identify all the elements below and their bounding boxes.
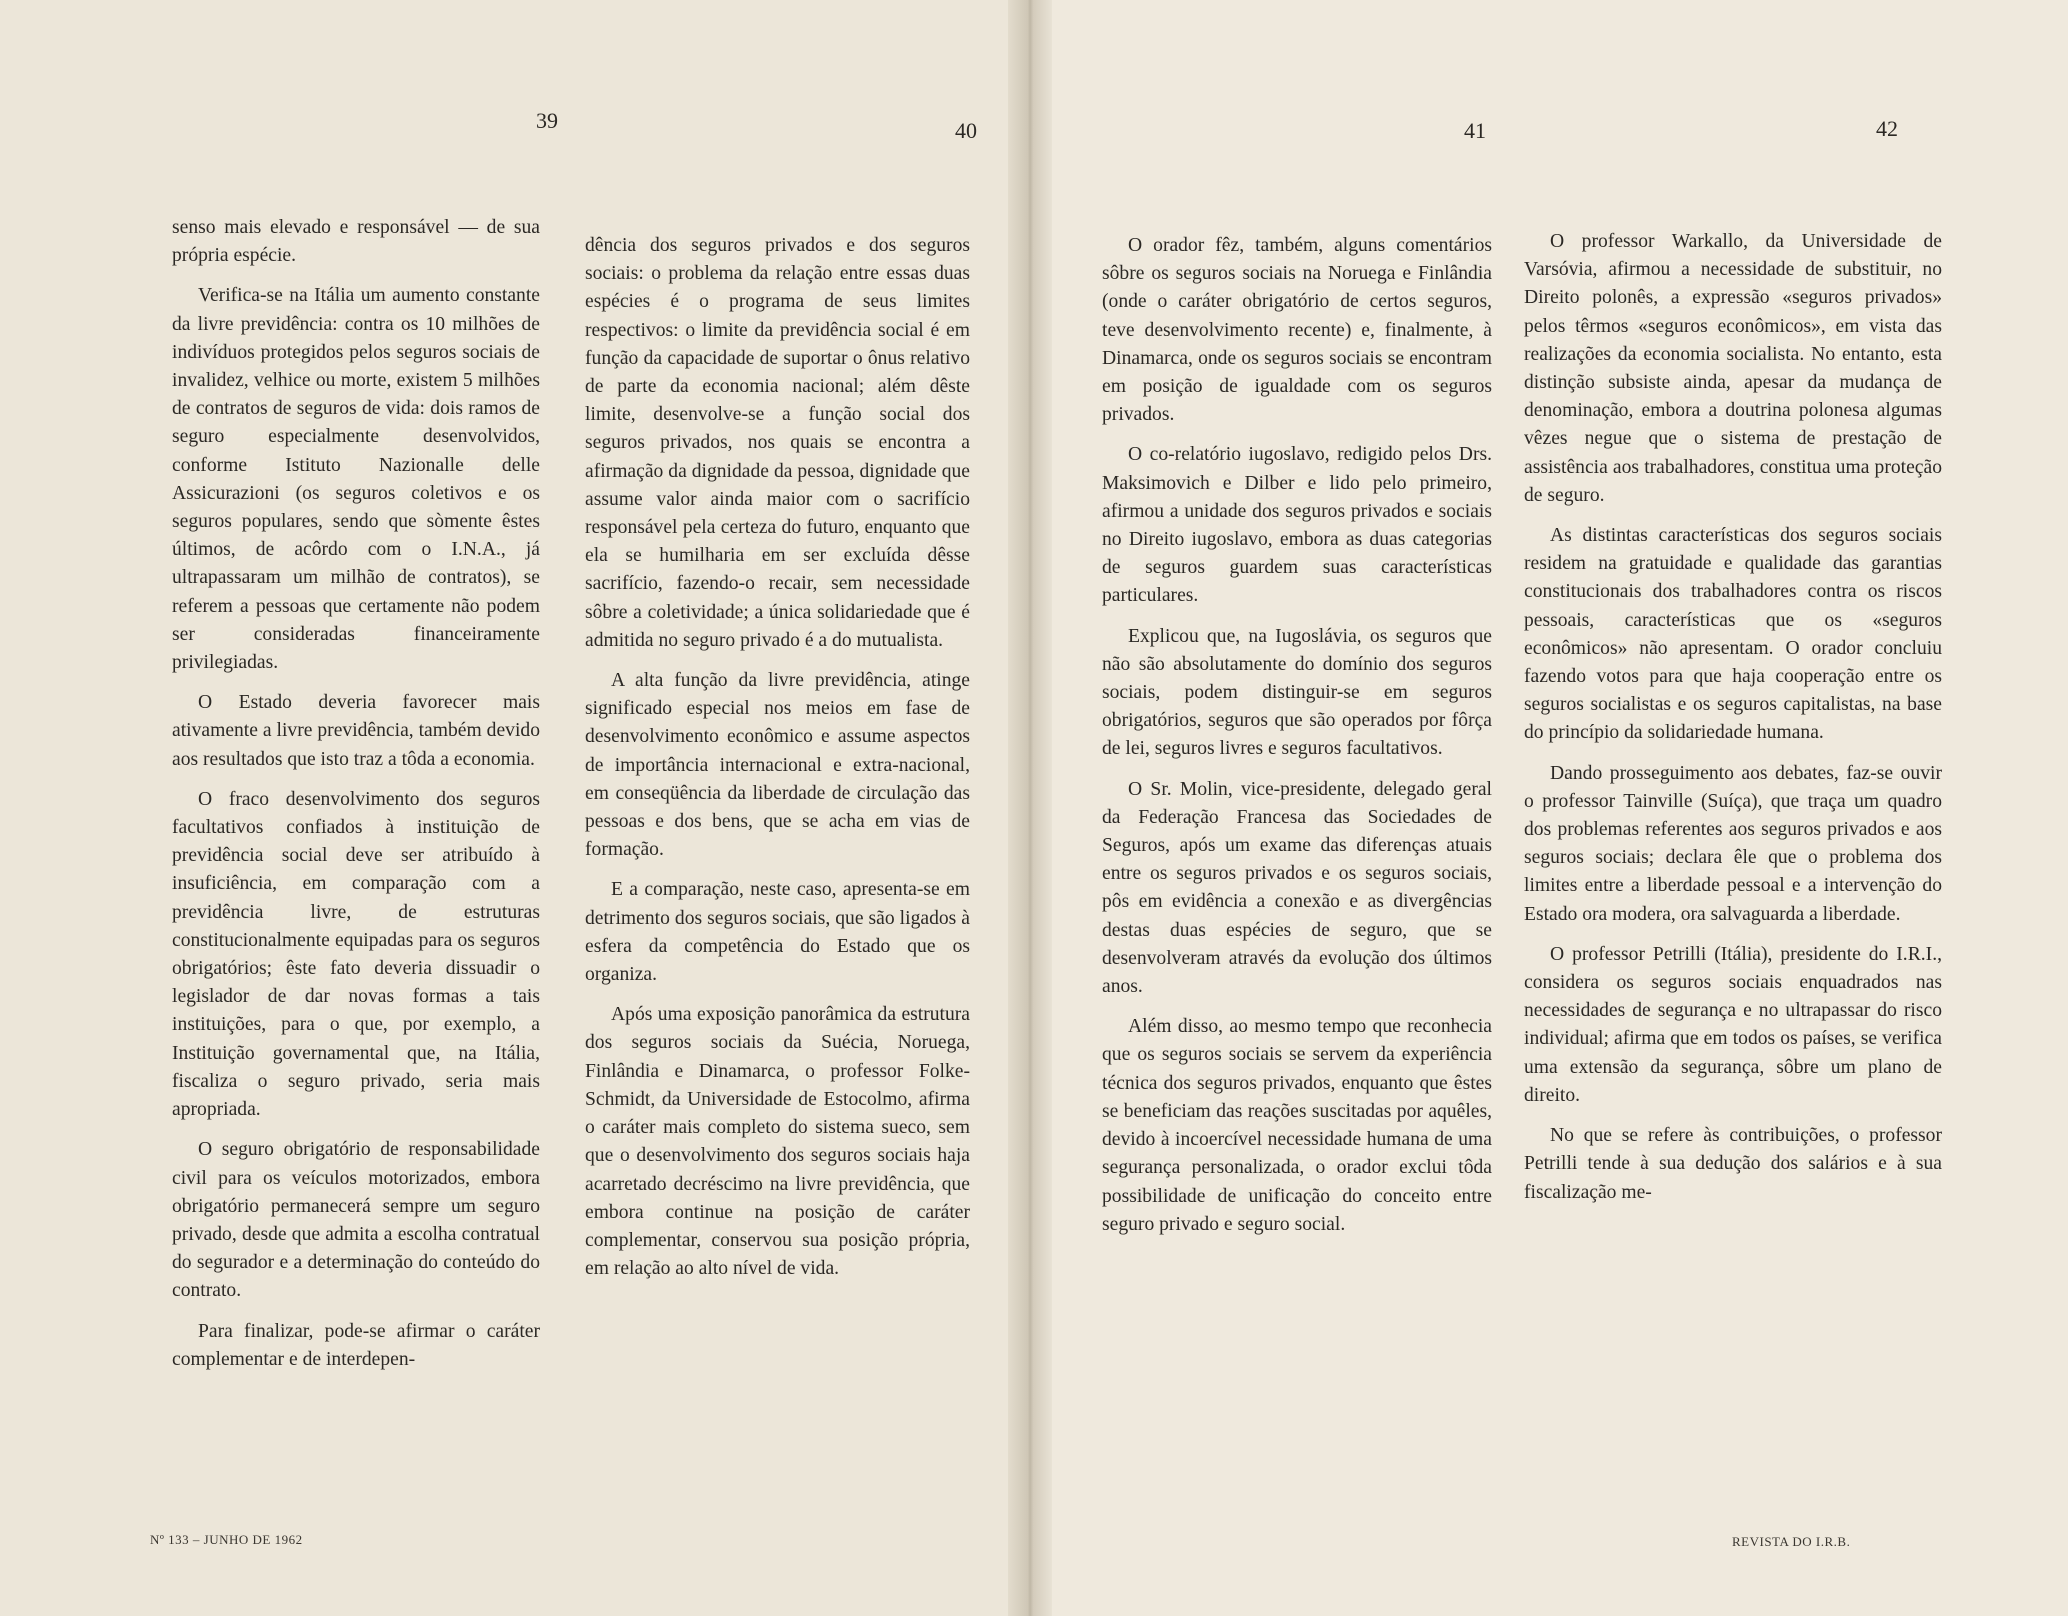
- paragraph: A alta função da livre previdência, atinge significado especial nos meios em fase de desenvolvimento econômico e assume aspectos de importância internacional e extra-nacional, em conseqüência da liberdade de circulação das pessoas e dos bens, que se acha em vias de formação.: [585, 670, 970, 861]
- paragraph: O seguro obrigatório de responsabilidade civil para os veículos motorizados, embora obrigatório permanecerá sempre um seguro privado, desde que admita a escolha contratual do segurador e a determinação do conteúdo do contrato.: [172, 1139, 540, 1302]
- page-number-39: 39: [536, 108, 558, 133]
- left-page: [0, 0, 1030, 1616]
- paragraph: No que se refere às contribuições, o professor Petrilli tende à sua dedução dos salários e à sua fiscalização me-: [1524, 1125, 1942, 1203]
- paragraph: E a comparação, neste caso, apresenta-se em detrimento dos seguros sociais, que são ligados à esfera da competência do Estado que os organiza.: [585, 879, 970, 986]
- page-number-40: 40: [955, 118, 977, 143]
- paragraph: O Sr. Molin, vice-presidente, delegado geral da Federação Francesa das Sociedades de Seguros, após um exame das diferenças atuais entre os seguros privados e os seguros sociais, pôs em evidência a conexão e as divergências destas duas espécies de seguro, que se desenvolveram através da evolução dos últimos anos.: [1102, 778, 1492, 998]
- paragraph: O professor Warkallo, da Universidade de Varsóvia, afirmou a necessidade de substituir, no Direito polonês, a expressão «seguros privados» pelos têrmos «seguros econômicos», em vista das realizações da economia socialista. No entanto, esta distinção subsiste ainda, apesar da mudança de denominação, embora a doutrina polonesa algumas vêzes negue que o sistema de prestação de assistência aos trabalhadores, constitua uma proteção de seguro.: [1524, 231, 1942, 506]
- paragraph: Dando prosseguimento aos debates, faz-se ouvir o professor Tainville (Suíça), que traça um quadro dos problemas referentes aos seguros privados e aos seguros sociais; declara êle que o problema dos limites entre a liberdade pessoal e a intervenção do Estado ora modera, ora salvaguarda a liberdade.: [1524, 762, 1942, 925]
- paragraph: Para finalizar, pode-se afirmar o caráter complementar e de interdepen-: [172, 1320, 540, 1370]
- column-page-39: [172, 214, 540, 1374]
- paragraph: dência dos seguros privados e dos seguros sociais: o problema da relação entre essas duas espécies é o programa de seus limites respectivos: o limite da previdência social é em função da capacidade de suportar o ônus relativo de parte da economia nacional; além dêste limite, desenvolve-se a função social dos seguros privados, nos quais se encontra a afirmação da dignidade da pessoa, dignidade que assume valor ainda maior com o sacrifício responsável pela certeza do futuro, enquanto que ela se humilharia em ser excluída dêsse sacrifício, fazendo-o recair, sem necessidade sôbre a coletividade; a única solidariedade que é admitida no seguro privado é a do mutualista.: [585, 235, 970, 651]
- page-number-42: 42: [1876, 116, 1898, 141]
- paragraph: Explicou que, na Iugoslávia, os seguros que não são absolutamente do domínio dos seguros sociais, podem distinguir-se em seguros obrigatórios, seguros que são operados por fôrça de lei, seguros livres e seguros facultativos.: [1102, 625, 1492, 760]
- paragraph: Além disso, ao mesmo tempo que reconhecia que os seguros sociais se servem da experiência técnica dos seguros privados, enquanto que êstes se beneficiam das reações suscitadas por aquêles, devido à incoercível necessidade humana de uma segurança personalizada, o orador exclui tôda possibilidade de unificação do conceito entre seguro privado e seguro social.: [1102, 1016, 1492, 1235]
- paragraph: O co-relatório iugoslavo, redigido pelos Drs. Maksimovich e Dilber e lido pelo primeiro, afirmou a unidade dos seguros privados e sociais no Direito iugoslavo, embora as duas categorias de seguros guardem suas características particulares.: [1102, 444, 1492, 607]
- paragraph: Após uma exposição panorâmica da estrutura dos seguros sociais da Suécia, Noruega, Finlândia e Dinamarca, o professor Folke-Schmidt, da Universidade de Estocolmo, afirma o caráter mais completo do sistema sueco, sem que o desenvolvimento dos seguros sociais haja acarretado decréscimo na livre previdência, que embora continue na posição de caráter complementar, conservou sua posição própria, em relação ao alto nível de vida.: [585, 1004, 970, 1280]
- footer-issue: Nº 133 – JUNHO DE 1962: [150, 1532, 303, 1547]
- paragraph: O professor Petrilli (Itália), presidente do I.R.I., considera os seguros sociais enquadrados nas necessidades de segurança e no ultrapassar do risco individual; afirma que em todos os países, se verifica uma extensão da segurança, sôbre um plano de direito.: [1524, 943, 1942, 1106]
- paragraph: O fraco desenvolvimento dos seguros facultativos confiados à instituição de previdência social deve ser atribuído à insuficiência, em comparação com a previdência livre, de estruturas constitucionalmente equipadas para os seguros obrigatórios; êste fato deveria dissuadir o legislador de dar novas formas a tais instituições, para o que, por exemplo, a Instituição governamental que, na Itália, fiscaliza o seguro privado, seria mais apropriada.: [172, 788, 540, 1121]
- paragraph: As distintas características dos seguros sociais residem na gratuidade e qualidade das garantias constitucionais dos trabalhadores contra os riscos pessoais, características que os «seguros econômicos» não apresentam. O orador concluiu fazendo votos para que haja cooperação entre os seguros socialistas e os seguros capitalistas, na base do princípio da solidariedade humana.: [1524, 525, 1942, 744]
- paragraph: Verifica-se na Itália um aumento constante da livre previdência: contra os 10 milhões de indivíduos protegidos pelos seguros sociais de invalidez, velhice ou morte, existem 5 milhões de contratos de seguros de vida: dois ramos de seguro especialmente desenvolvidos, conforme Istituto Nazionalle delle Assicurazioni (os seguros coletivos e os seguros populares, sendo que sòmente êstes últimos, de acôrdo com o I.N.A., já ultrapassaram um milhão de contratos), se referem a pessoas que certamente não podem ser consideradas financeiramente privilegiadas.: [172, 285, 540, 674]
- column-page-41: [1102, 232, 1492, 1239]
- footer-journal: REVISTA DO I.R.B.: [1732, 1534, 1851, 1549]
- paragraph: O Estado deveria favorecer mais ativamente a livre previdência, também devido aos resultados que isto traz a tôda a economia.: [172, 692, 540, 770]
- right-page: [1030, 0, 2068, 1616]
- paragraph: senso mais elevado e responsável — de sua própria espécie.: [172, 217, 540, 267]
- column-page-40: [585, 232, 970, 1283]
- page-number-41: 41: [1464, 118, 1486, 143]
- book-gutter: [1008, 0, 1052, 1616]
- column-page-42: [1524, 228, 1942, 1207]
- paragraph: O orador fêz, também, alguns comentários sôbre os seguros sociais na Noruega e Finlândia (onde o caráter obrigatório de certos seguros, teve desenvolvimento recente) e, finalmente, à Dinamarca, onde os seguros sociais se encontram em posição de igualdade com os seguros privados.: [1102, 235, 1492, 426]
